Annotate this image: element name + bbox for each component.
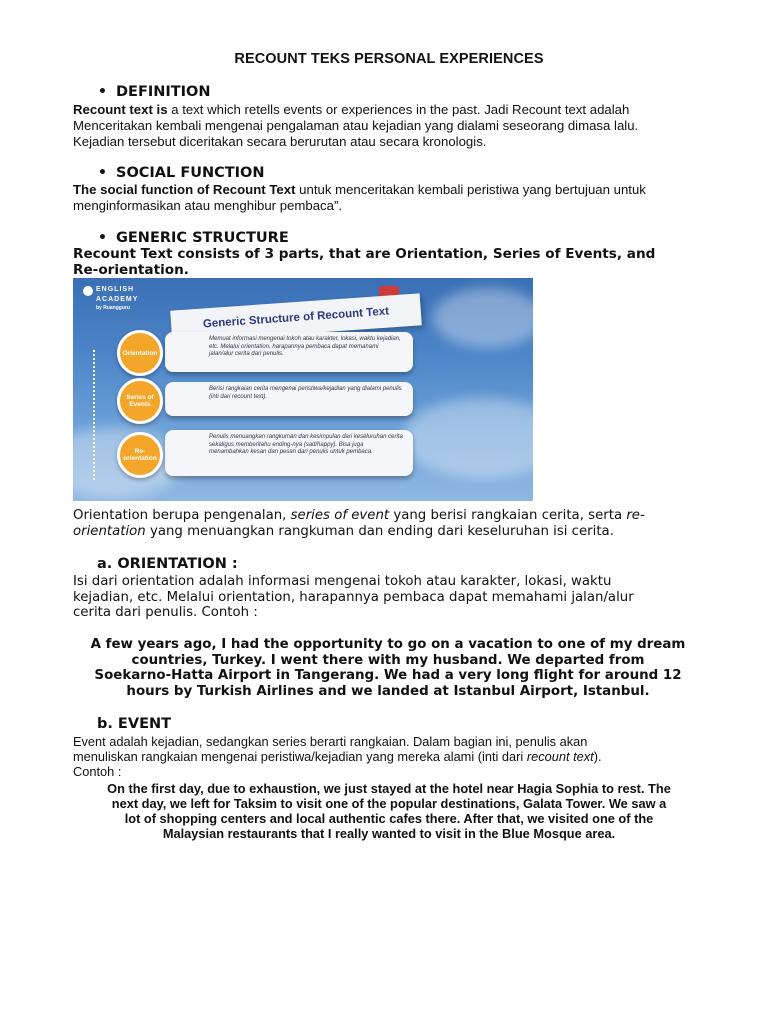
document-title: RECOUNT TEKS PERSONAL EXPERIENCES <box>234 51 544 67</box>
generic-structure-heading: • GENERIC STRUCTURE <box>98 230 289 246</box>
re-orientation-badge: Re-orientation <box>117 432 163 478</box>
infographic-banner: Generic Structure of Recount Text <box>170 293 422 342</box>
orientation-paragraph: Isi dari orientation adalah informasi mengenai tokoh atau karakter, lokasi, waktu kejadian, etc. Melalui orientation, harapannya pembaca dapat memahami jalan/alur cerita dari penulis. Contoh : <box>73 574 634 620</box>
orientation-badge: Orientation <box>117 330 163 376</box>
re-orientation-card: Penulis menuangkan rangkuman dan kesimpulan dari keseluruhan cerita sekaligus memberitahu ending-nya (sad/happy). Bisa juga menambahkan kesan dan pesan dari penulis untuk pembaca. <box>165 430 413 476</box>
orientation-example: A few years ago, I had the opportunity to go on a vacation to one of my dream countries, Turkey. I went there with my husband. We departed from Soekarno-Hatta Airport in Tangerang. We had a very long flight for around 12 hours by Turkish Airlines and we landed at Istanbul Airport, Istanbul. <box>90 637 686 699</box>
bullet-icon: • <box>98 165 107 181</box>
social-function-paragraph: The social function of Recount Text untuk menceritakan kembali peristiwa yang bertujuan untuk menginformasikan atau menghibur pembaca”. <box>73 182 646 213</box>
event-example: On the first day, due to exhaustion, we just stayed at the hotel near Hagia Sophia to rest. The next day, we left for Taksim to visit one of the popular destinations, Galata Tower. We saw a lot of shopping centers and local authentic cafes there. After that, we visited one of the Malaysian restaurants that I really wanted to visit in the Blue Mosque area. <box>107 781 671 841</box>
generic-structure-intro: Recount Text consists of 3 parts, that are Orientation, Series of Events, and Re-orientation. <box>73 246 656 278</box>
bullet-icon: • <box>98 84 107 100</box>
timeline-dots <box>93 350 115 480</box>
definition-heading: • DEFINITION <box>98 84 211 100</box>
series-of-events-badge: Series of Events <box>117 378 163 424</box>
orientation-heading: a. ORIENTATION : <box>97 556 238 572</box>
event-paragraph: Event adalah kejadian, sedangkan series berarti rangkaian. Dalam bagian ini, penulis akan menuliskan rangkaian mengenai peristiwa/kejadian yang mereka alami (inti dari recount text). Contoh : <box>73 734 602 779</box>
series-of-events-card: Berisi rangkaian cerita mengenai peristiwa/kejadian yang dialami penulis (inti dari recount text). <box>165 382 413 416</box>
structure-summary: Orientation berupa pengenalan, series of event yang berisi rangkaian cerita, serta re- orientation yang menuangkan rangkuman dan ending dari keseluruhan isi cerita. <box>73 508 645 539</box>
definition-paragraph: Recount text is a text which retells events or experiences in the past. Jadi Recount text adalah Menceritakan kembali mengenai pengalaman atau kejadian yang dialami seseorang dimasa lalu. Kejadian tersebut diceritakan secara berurutan atau secara kronologis. <box>73 102 639 149</box>
event-heading: b. EVENT <box>97 716 171 732</box>
logo-icon <box>83 286 93 296</box>
social-function-heading: • SOCIAL FUNCTION <box>98 165 265 181</box>
orientation-card: Memuat informasi mengenai tokoh atau karakter, lokasi, waktu kejadian, etc. Melalui orientation, harapannya pembaca dapat memahami jalan/alur cerita dari penulis. <box>165 332 413 372</box>
english-academy-logo: ENGLISH ACADEMY by Ruangguru <box>83 286 173 312</box>
bullet-icon: • <box>98 230 107 246</box>
generic-structure-infographic <box>73 278 533 501</box>
